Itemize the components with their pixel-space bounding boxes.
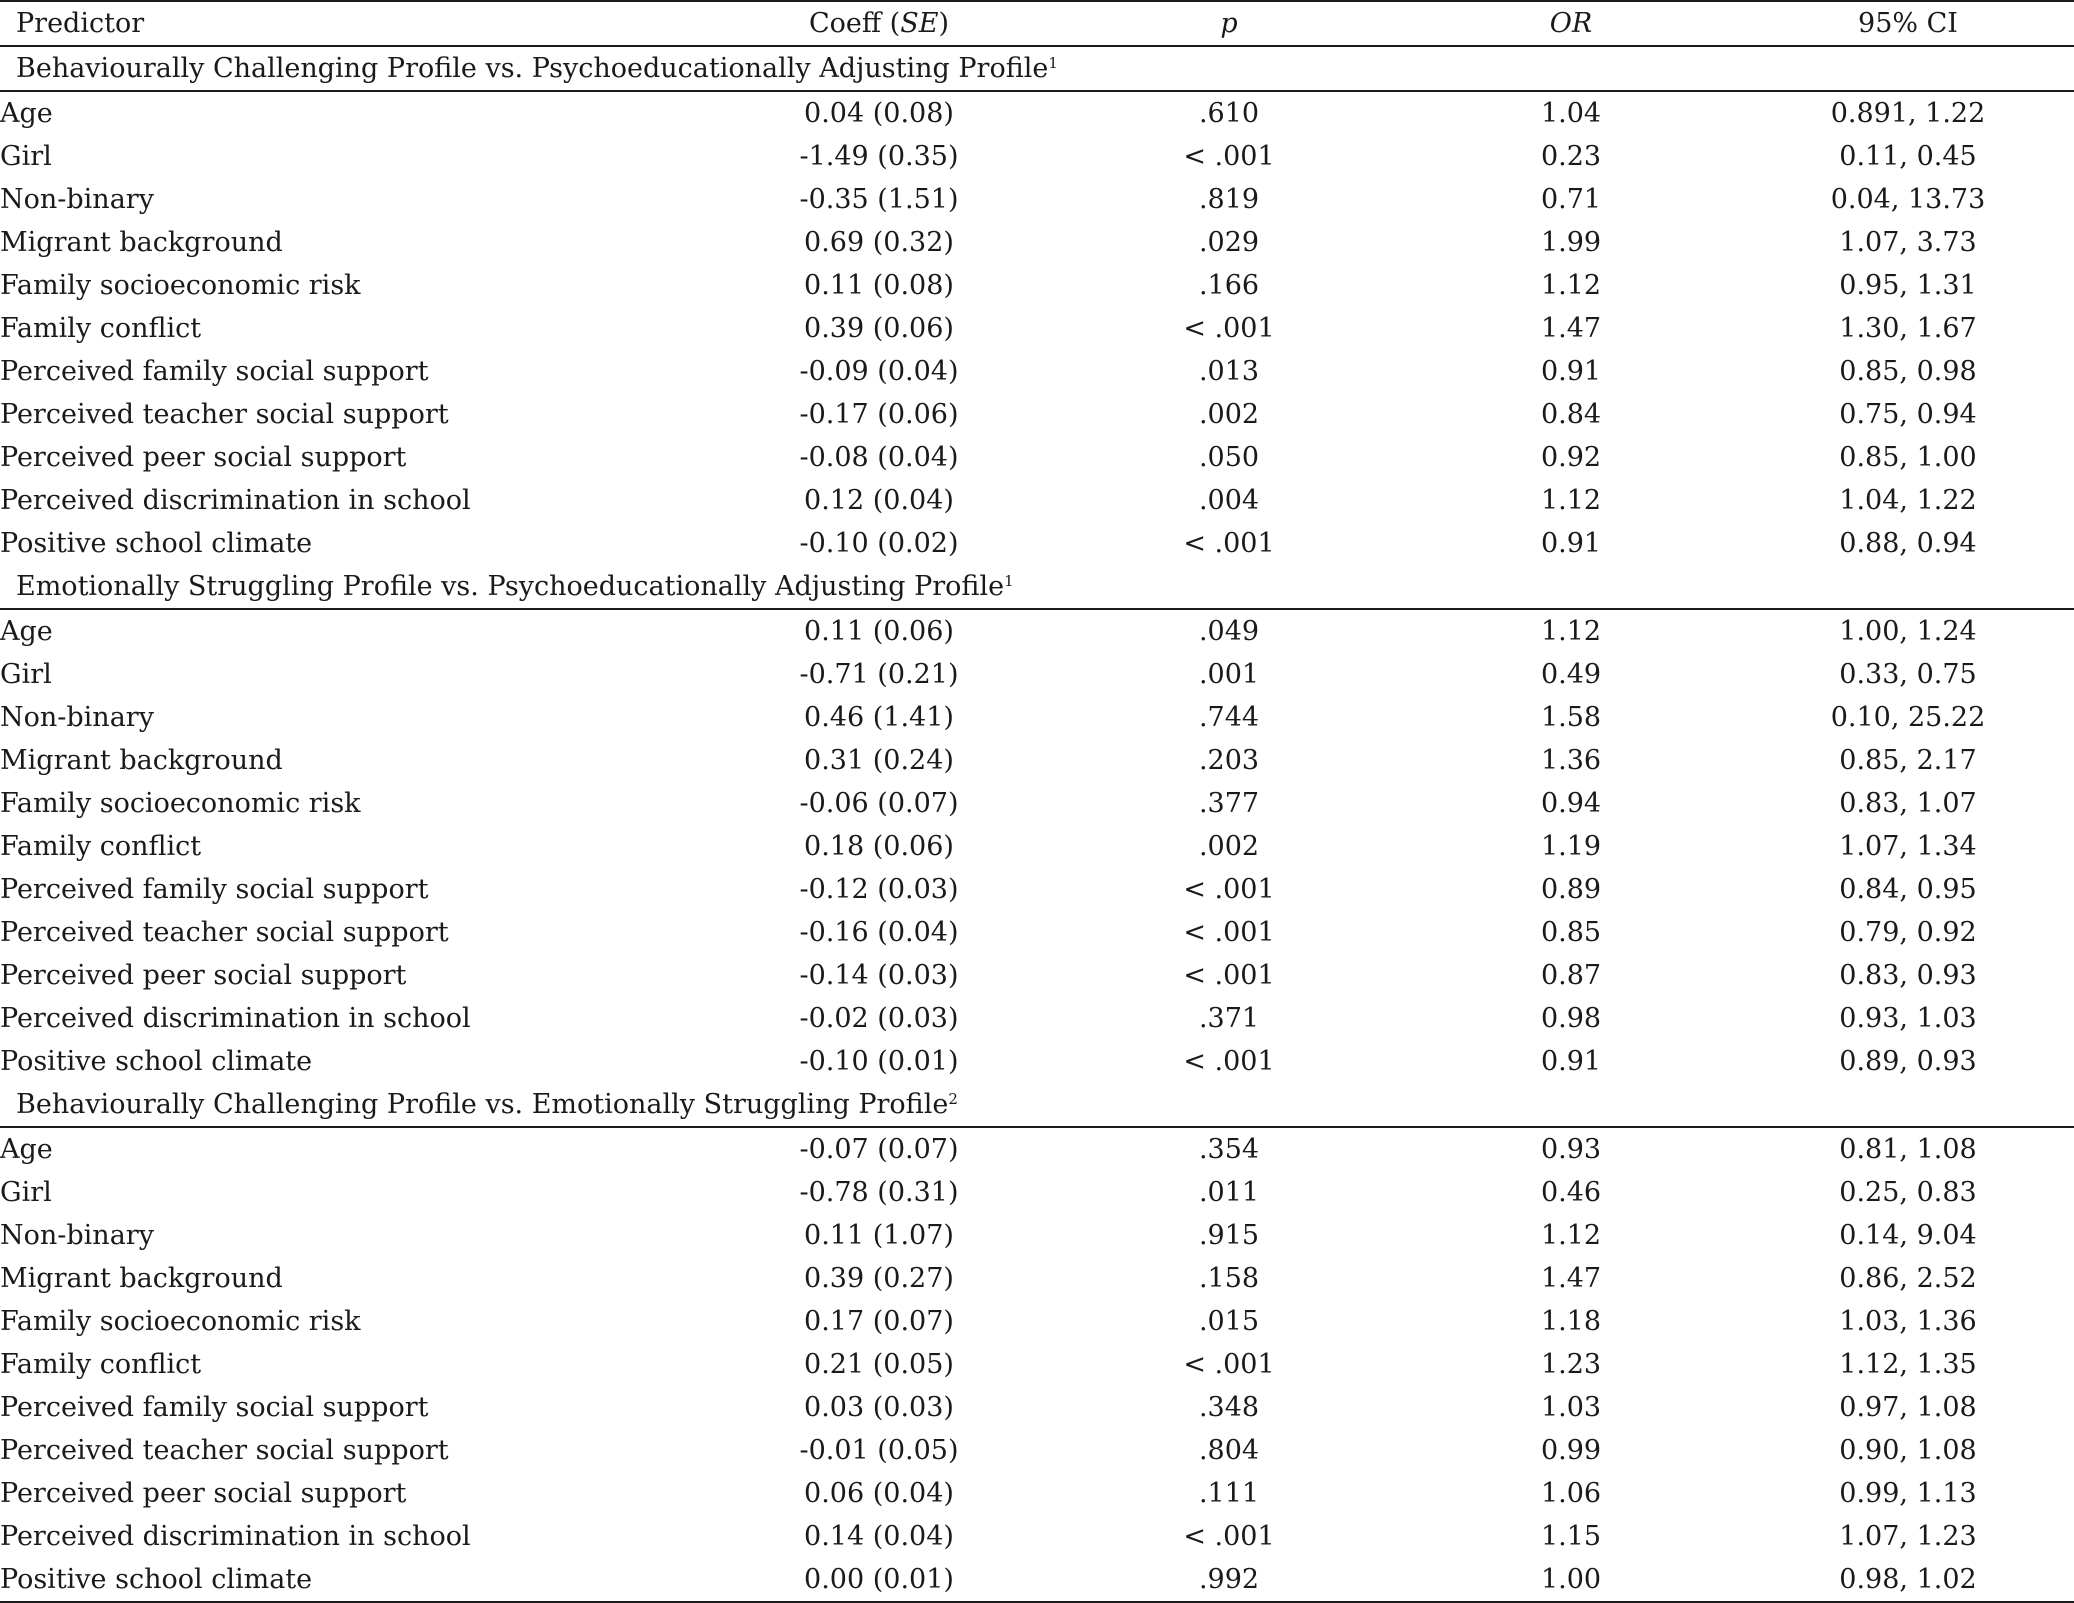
cell-coeff: 0.69 (0.32) <box>804 227 954 258</box>
table-row <box>0 1472 2074 1515</box>
section-title-text: Behaviourally Challenging Profile vs. Emotionally Struggling Profile <box>16 1089 949 1120</box>
table-row <box>0 911 2074 954</box>
cell-or: 1.12 <box>1540 270 1602 301</box>
section-1 <box>0 46 2074 565</box>
cell-ci: 0.79, 0.92 <box>1839 917 1977 948</box>
section-title-row <box>0 565 2074 609</box>
cell-ci: 1.30, 1.67 <box>1839 313 1977 344</box>
cell-predictor: Family socioeconomic risk <box>0 1306 361 1337</box>
cell-p: .002 <box>1198 831 1260 862</box>
cell-p: < .001 <box>1183 1046 1275 1077</box>
cell-or: 1.47 <box>1540 1263 1602 1294</box>
cell-predictor: Non-binary <box>0 702 154 733</box>
cell-or: 0.91 <box>1540 356 1602 387</box>
cell-predictor: Family conflict <box>0 1349 202 1380</box>
cell-p: .013 <box>1198 356 1260 387</box>
cell-ci: 0.25, 0.83 <box>1839 1177 1977 1208</box>
section-title-row <box>0 1083 2074 1127</box>
cell-or: 1.36 <box>1540 745 1602 776</box>
cell-p: < .001 <box>1183 874 1275 905</box>
cell-ci: 0.84, 0.95 <box>1839 874 1977 905</box>
cell-ci: 0.04, 13.73 <box>1830 184 1986 215</box>
table-row <box>0 1558 2074 1602</box>
cell-or: 0.98 <box>1540 1003 1602 1034</box>
cell-ci: 0.98, 1.02 <box>1742 1558 2074 1602</box>
cell-ci: 1.03, 1.36 <box>1839 1306 1977 1337</box>
table-row <box>0 653 2074 696</box>
cell-coeff: -1.49 (0.35) <box>799 141 959 172</box>
table-row <box>0 1127 2074 1171</box>
section-title <box>0 1083 2074 1127</box>
cell-or: 0.71 <box>1540 184 1602 215</box>
table-row <box>0 1214 2074 1257</box>
cell-or: 0.49 <box>1540 659 1602 690</box>
cell-ci: 0.83, 1.07 <box>1839 788 1977 819</box>
section-title-row <box>0 46 2074 91</box>
cell-p: < .001 <box>1183 141 1275 172</box>
cell-p: < .001 <box>1183 313 1275 344</box>
table-row <box>0 350 2074 393</box>
cell-p: .002 <box>1198 399 1260 430</box>
cell-or: 0.92 <box>1540 442 1602 473</box>
cell-coeff: 0.12 (0.04) <box>804 485 954 516</box>
cell-coeff: -0.09 (0.04) <box>799 356 959 387</box>
header-row <box>0 1 2074 46</box>
cell-or: 0.85 <box>1540 917 1602 948</box>
cell-coeff: -0.78 (0.31) <box>799 1177 959 1208</box>
cell-or: 1.23 <box>1540 1349 1602 1380</box>
cell-p: .158 <box>1198 1263 1260 1294</box>
cell-p: .610 <box>1198 98 1260 129</box>
cell-predictor: Perceived peer social support <box>0 960 407 991</box>
cell-ci: 0.14, 9.04 <box>1839 1220 1977 1251</box>
cell-p: .992 <box>1058 1558 1400 1602</box>
table-row <box>0 436 2074 479</box>
cell-p: .011 <box>1198 1177 1260 1208</box>
cell-predictor: Perceived peer social support <box>0 1478 407 1509</box>
cell-p: .004 <box>1198 485 1260 516</box>
cell-predictor: Family conflict <box>0 831 202 862</box>
cell-or: 1.03 <box>1540 1392 1602 1423</box>
cell-predictor: Family socioeconomic risk <box>0 788 361 819</box>
cell-p: .348 <box>1198 1392 1260 1423</box>
cell-p: .819 <box>1198 184 1260 215</box>
cell-predictor: Non-binary <box>0 184 154 215</box>
cell-predictor: Family conflict <box>0 313 202 344</box>
table-row <box>0 1386 2074 1429</box>
table-row <box>0 825 2074 868</box>
cell-predictor: Girl <box>0 141 52 172</box>
section-title <box>0 565 2074 609</box>
cell-coeff: 0.11 (1.07) <box>804 1220 954 1251</box>
cell-ci: 1.07, 1.34 <box>1839 831 1977 862</box>
cell-ci: 1.12, 1.35 <box>1839 1349 1977 1380</box>
header-ci: 95% CI <box>1858 8 1958 39</box>
cell-ci: 1.07, 3.73 <box>1839 227 1977 258</box>
cell-ci: 0.86, 2.52 <box>1839 1263 1977 1294</box>
section-title <box>0 46 2074 91</box>
cell-ci: 0.90, 1.08 <box>1839 1435 1977 1466</box>
cell-ci: 0.88, 0.94 <box>1839 528 1977 559</box>
cell-or: 0.84 <box>1540 399 1602 430</box>
table-row <box>0 264 2074 307</box>
cell-ci: 1.04, 1.22 <box>1839 485 1977 516</box>
cell-coeff: 0.11 (0.08) <box>804 270 954 301</box>
cell-predictor: Perceived discrimination in school <box>0 1003 471 1034</box>
cell-coeff: -0.10 (0.01) <box>799 1046 959 1077</box>
cell-coeff: 0.21 (0.05) <box>804 1349 954 1380</box>
cell-or: 0.91 <box>1540 1046 1602 1077</box>
cell-predictor: Perceived teacher social support <box>0 917 449 948</box>
table-row <box>0 178 2074 221</box>
cell-p: < .001 <box>1183 528 1275 559</box>
cell-coeff: -0.08 (0.04) <box>799 442 959 473</box>
cell-coeff: -0.10 (0.02) <box>799 528 959 559</box>
section-3 <box>0 1083 2074 1602</box>
cell-or: 1.18 <box>1540 1306 1602 1337</box>
cell-or: 1.15 <box>1540 1521 1602 1552</box>
cell-ci: 1.00, 1.24 <box>1839 616 1977 647</box>
table-row <box>0 782 2074 825</box>
cell-p: < .001 <box>1183 960 1275 991</box>
table-row <box>0 221 2074 264</box>
cell-or: 1.00 <box>1400 1558 1742 1602</box>
cell-coeff: 0.00 (0.01) <box>700 1558 1058 1602</box>
cell-coeff: 0.39 (0.06) <box>804 313 954 344</box>
section-footnote-marker: 1 <box>1048 54 1058 72</box>
table-row <box>0 1515 2074 1558</box>
cell-coeff: 0.18 (0.06) <box>804 831 954 862</box>
cell-ci: 0.85, 2.17 <box>1839 745 1977 776</box>
cell-ci: 0.33, 0.75 <box>1839 659 1977 690</box>
cell-ci: 0.85, 1.00 <box>1839 442 1977 473</box>
cell-coeff: -0.02 (0.03) <box>799 1003 959 1034</box>
cell-ci: 0.99, 1.13 <box>1839 1478 1977 1509</box>
cell-or: 1.19 <box>1540 831 1602 862</box>
table-row <box>0 609 2074 653</box>
table-row <box>0 1429 2074 1472</box>
table-row <box>0 868 2074 911</box>
cell-p: < .001 <box>1183 1349 1275 1380</box>
cell-coeff: -0.16 (0.04) <box>799 917 959 948</box>
cell-coeff: -0.17 (0.06) <box>799 399 959 430</box>
cell-coeff: -0.12 (0.03) <box>799 874 959 905</box>
cell-predictor: Positive school climate <box>0 528 313 559</box>
cell-coeff: 0.04 (0.08) <box>804 98 954 129</box>
header-p: p <box>1220 8 1238 39</box>
cell-coeff: -0.06 (0.07) <box>799 788 959 819</box>
table-row <box>0 1300 2074 1343</box>
cell-predictor: Perceived teacher social support <box>0 399 449 430</box>
cell-p: .354 <box>1198 1134 1260 1165</box>
cell-predictor: Age <box>0 98 53 129</box>
cell-ci: 0.85, 0.98 <box>1839 356 1977 387</box>
table-row <box>0 739 2074 782</box>
cell-p: .371 <box>1198 1003 1260 1034</box>
cell-predictor: Perceived teacher social support <box>0 1435 449 1466</box>
cell-predictor: Non-binary <box>0 1220 154 1251</box>
cell-p: < .001 <box>1183 917 1275 948</box>
cell-coeff: 0.14 (0.04) <box>804 1521 954 1552</box>
cell-coeff: 0.31 (0.24) <box>804 745 954 776</box>
cell-or: 1.12 <box>1540 485 1602 516</box>
table-row <box>0 479 2074 522</box>
cell-predictor: Perceived family social support <box>0 874 429 905</box>
cell-predictor: Age <box>0 616 53 647</box>
cell-coeff: 0.46 (1.41) <box>804 702 954 733</box>
cell-or: 0.93 <box>1540 1134 1602 1165</box>
cell-coeff: -0.14 (0.03) <box>799 960 959 991</box>
cell-or: 1.04 <box>1540 98 1602 129</box>
cell-or: 0.23 <box>1540 141 1602 172</box>
cell-ci: 0.89, 0.93 <box>1839 1046 1977 1077</box>
table-row <box>0 696 2074 739</box>
cell-coeff: 0.06 (0.04) <box>804 1478 954 1509</box>
cell-predictor: Perceived discrimination in school <box>0 1521 471 1552</box>
cell-or: 1.58 <box>1540 702 1602 733</box>
cell-coeff: -0.35 (1.51) <box>799 184 959 215</box>
cell-predictor: Migrant background <box>0 745 283 776</box>
cell-p: .111 <box>1198 1478 1260 1509</box>
table-row <box>0 135 2074 178</box>
cell-predictor: Age <box>0 1134 53 1165</box>
cell-predictor: Perceived family social support <box>0 1392 429 1423</box>
table-row <box>0 1171 2074 1214</box>
cell-or: 0.89 <box>1540 874 1602 905</box>
cell-ci: 0.10, 25.22 <box>1830 702 1986 733</box>
cell-ci: 1.07, 1.23 <box>1839 1521 1977 1552</box>
cell-p: .744 <box>1198 702 1260 733</box>
cell-or: 0.91 <box>1540 528 1602 559</box>
cell-predictor: Family socioeconomic risk <box>0 270 361 301</box>
cell-p: .049 <box>1198 616 1260 647</box>
cell-or: 1.06 <box>1540 1478 1602 1509</box>
cell-coeff: -0.71 (0.21) <box>799 659 959 690</box>
header-coeff: Coeff (SE) <box>809 8 949 39</box>
cell-p: < .001 <box>1183 1521 1275 1552</box>
header-or: OR <box>1549 8 1593 39</box>
table-row <box>0 1343 2074 1386</box>
table-row <box>0 307 2074 350</box>
cell-p: .050 <box>1198 442 1260 473</box>
cell-ci: 0.95, 1.31 <box>1839 270 1977 301</box>
cell-predictor: Migrant background <box>0 227 283 258</box>
cell-coeff: 0.11 (0.06) <box>804 616 954 647</box>
table-row <box>0 954 2074 997</box>
cell-p: .203 <box>1198 745 1260 776</box>
cell-predictor: Positive school climate <box>0 1046 313 1077</box>
cell-ci: 0.93, 1.03 <box>1839 1003 1977 1034</box>
cell-coeff: 0.17 (0.07) <box>804 1306 954 1337</box>
section-title-text: Behaviourally Challenging Profile vs. Psychoeducationally Adjusting Profile <box>16 53 1049 84</box>
cell-predictor: Perceived peer social support <box>0 442 407 473</box>
cell-p: .377 <box>1198 788 1260 819</box>
cell-coeff: -0.07 (0.07) <box>799 1134 959 1165</box>
cell-ci: 0.75, 0.94 <box>1839 399 1977 430</box>
cell-or: 0.87 <box>1540 960 1602 991</box>
table-row <box>0 522 2074 565</box>
cell-or: 0.46 <box>1540 1177 1602 1208</box>
cell-or: 0.99 <box>1540 1435 1602 1466</box>
table-row <box>0 91 2074 135</box>
table-row <box>0 1040 2074 1083</box>
cell-predictor: Girl <box>0 659 52 690</box>
cell-or: 1.47 <box>1540 313 1602 344</box>
cell-p: .001 <box>1198 659 1260 690</box>
header-predictor: Predictor <box>16 8 145 39</box>
cell-or: 0.94 <box>1540 788 1602 819</box>
cell-predictor: Perceived discrimination in school <box>0 485 471 516</box>
cell-coeff: 0.39 (0.27) <box>804 1263 954 1294</box>
cell-ci: 0.81, 1.08 <box>1839 1134 1977 1165</box>
cell-predictor: Migrant background <box>0 1263 283 1294</box>
table-row <box>0 997 2074 1040</box>
cell-coeff: -0.01 (0.05) <box>799 1435 959 1466</box>
section-title-text: Emotionally Struggling Profile vs. Psychoeducationally Adjusting Profile <box>16 571 1005 602</box>
table-row <box>0 1257 2074 1300</box>
cell-coeff: 0.03 (0.03) <box>804 1392 954 1423</box>
cell-p: .804 <box>1198 1435 1260 1466</box>
cell-predictor: Perceived family social support <box>0 356 429 387</box>
cell-ci: 0.11, 0.45 <box>1839 141 1977 172</box>
cell-or: 1.12 <box>1540 616 1602 647</box>
section-footnote-marker: 1 <box>1004 572 1014 590</box>
section-2 <box>0 565 2074 1083</box>
cell-predictor: Positive school climate <box>0 1558 700 1602</box>
cell-p: .029 <box>1198 227 1260 258</box>
cell-p: .166 <box>1198 270 1260 301</box>
cell-ci: 0.97, 1.08 <box>1839 1392 1977 1423</box>
cell-or: 1.99 <box>1540 227 1602 258</box>
cell-ci: 0.891, 1.22 <box>1830 98 1986 129</box>
cell-ci: 0.83, 0.93 <box>1839 960 1977 991</box>
section-footnote-marker: 2 <box>948 1090 958 1108</box>
cell-p: .015 <box>1198 1306 1260 1337</box>
table-row <box>0 393 2074 436</box>
cell-predictor: Girl <box>0 1177 52 1208</box>
cell-p: .915 <box>1198 1220 1260 1251</box>
cell-or: 1.12 <box>1540 1220 1602 1251</box>
